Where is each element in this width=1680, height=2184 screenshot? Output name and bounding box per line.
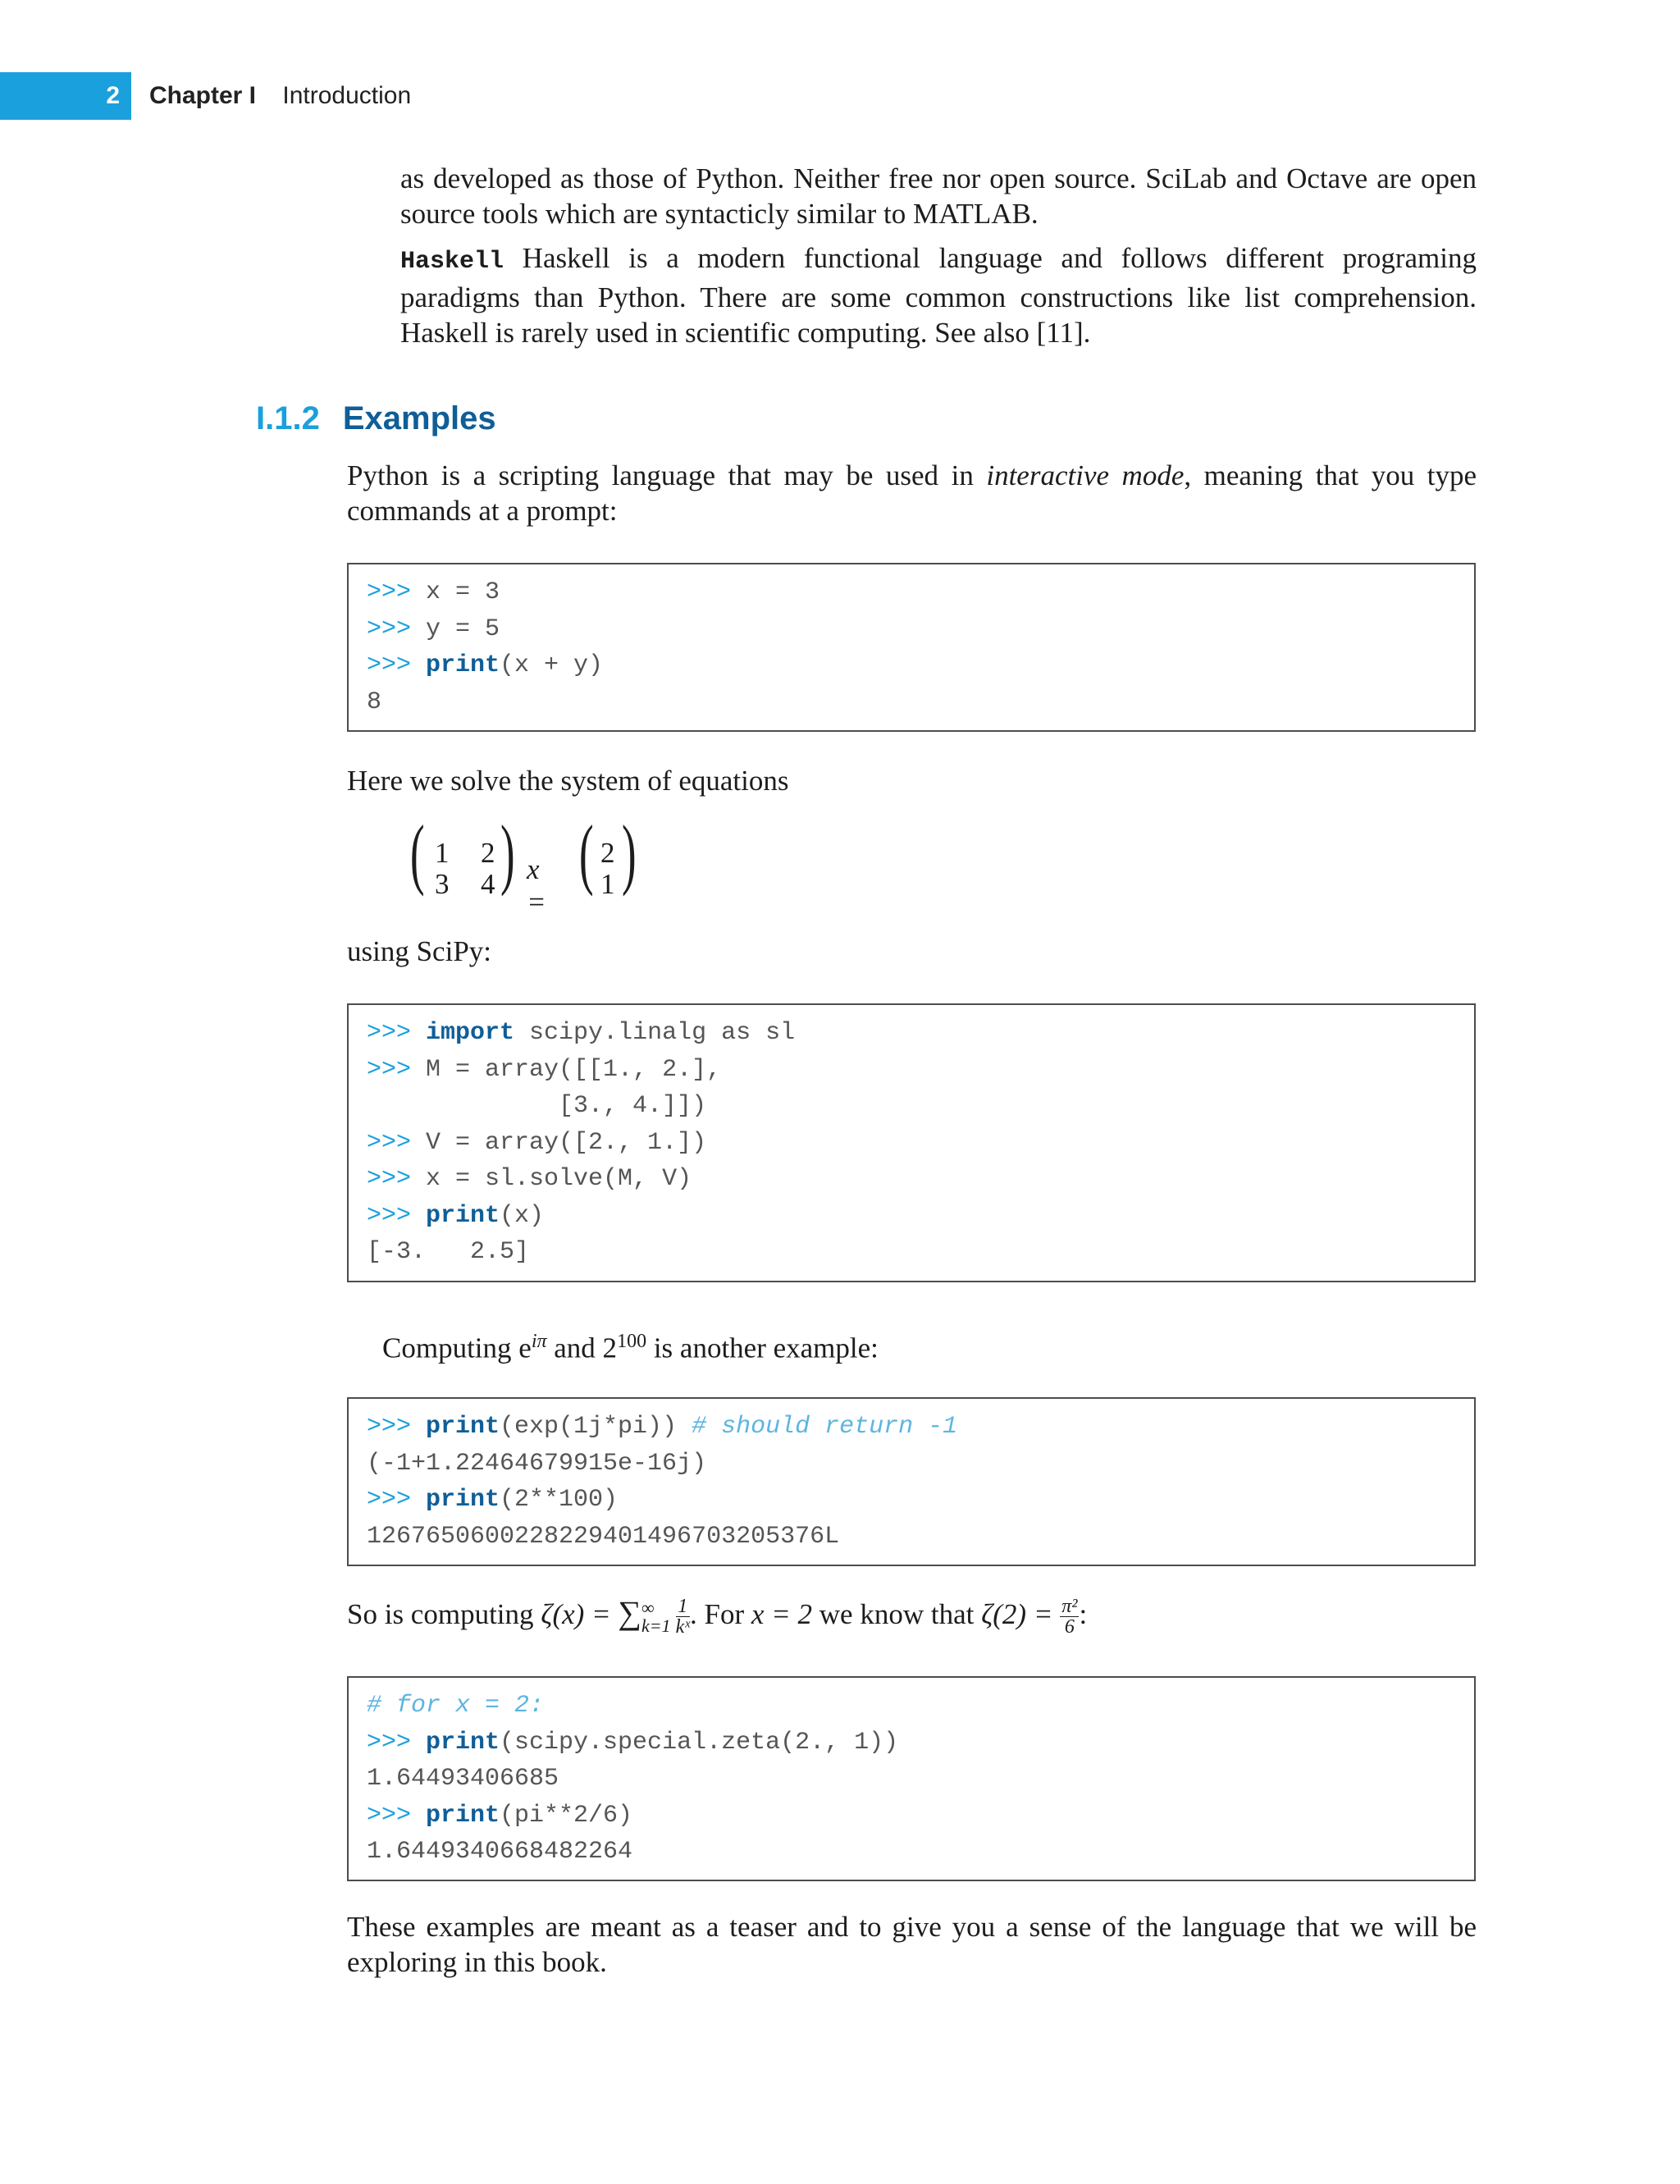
pi-denominator: 6 <box>1064 1616 1075 1638</box>
equation-variable: x = <box>527 853 546 918</box>
p1-emphasis: interactive mode <box>986 459 1185 491</box>
code-keyword: print <box>426 1201 500 1230</box>
code-comment: # should return -1 <box>692 1413 958 1441</box>
code-prompt: >>> <box>367 1486 427 1514</box>
p1-text-b: , meaning that you type commands at a prompt: <box>347 459 1477 527</box>
code-prompt: >>> <box>367 1201 427 1230</box>
haskell-term: Haskell <box>400 248 504 276</box>
code-keyword: import <box>426 1019 515 1047</box>
code-line <box>367 1834 1474 1871</box>
code-output: [3., 4.]]) <box>367 1092 707 1120</box>
vector-right-paren: ) <box>622 809 637 897</box>
code-output: [-3. 2.5] <box>367 1238 530 1266</box>
code-keyword: print <box>426 1413 500 1441</box>
haskell-paragraph <box>400 240 1477 350</box>
code-line <box>367 1161 1474 1198</box>
sum-limits <box>641 1599 671 1635</box>
zeta-fraction <box>676 1597 690 1637</box>
vector-cell: 2 <box>600 837 615 869</box>
code-text: (exp(1j*pi)) <box>500 1413 692 1441</box>
code-output: 1.64493406685 <box>367 1765 559 1793</box>
matrix-cell: 2 <box>481 837 495 869</box>
exp-paragraph <box>382 1324 1473 1366</box>
code-block-linalg <box>347 1003 1476 1282</box>
code-text: (scipy.special.zeta(2., 1)) <box>500 1728 899 1757</box>
code-text: V = array([2., 1.]) <box>426 1128 707 1157</box>
code-line <box>367 1125 1474 1162</box>
code-text: x = 3 <box>426 578 500 606</box>
running-header <box>149 72 411 120</box>
p4-exponent-100: 100 <box>617 1331 647 1352</box>
code-keyword: print <box>426 1728 500 1757</box>
code-text: x = sl.solve(M, V) <box>426 1165 692 1193</box>
interactive-mode-paragraph <box>347 458 1477 528</box>
pi-numerator: π² <box>1061 1596 1078 1618</box>
header-separator <box>264 82 271 109</box>
haskell-text: Haskell is a modern functional language and follows different programing paradigms than Python. There are some common constructions like list comprehension. Haskell is rarely used in scientific computing. See also [11]. <box>400 242 1477 349</box>
code-line <box>367 1198 1474 1235</box>
code-output: 1267650600228229401496703205376L <box>367 1522 840 1551</box>
code-text: (x) <box>500 1201 545 1230</box>
code-line <box>367 611 1474 648</box>
matlab-paragraph: as developed as those of Python. Neither free nor open source. SciLab and Octave are open source tools which are syntacticly similar to MATLAB. <box>400 162 1477 230</box>
vector-left-paren: ( <box>579 809 594 897</box>
code-text: (2**100) <box>500 1486 619 1514</box>
code-line <box>367 1519 1474 1556</box>
zeta-paragraph <box>347 1595 1477 1637</box>
sum-symbol: ∑ <box>618 1594 641 1631</box>
fraction-numerator: 1 <box>676 1597 690 1617</box>
scipy-paragraph: using SciPy: <box>347 935 492 967</box>
chapter-title: Introduction <box>282 82 412 109</box>
code-prompt: >>> <box>367 1413 427 1441</box>
matrix-left-paren: ( <box>410 809 425 897</box>
code-line <box>367 1482 1474 1519</box>
code-prompt: >>> <box>367 1055 427 1084</box>
code-line <box>367 1761 1474 1798</box>
code-line <box>367 1409 1474 1446</box>
chapter-label: Chapter I <box>149 82 257 109</box>
vector-cell: 1 <box>600 868 615 900</box>
code-line <box>367 1015 1474 1052</box>
code-prompt: >>> <box>367 1165 427 1193</box>
zeta-definition: ζ(x) = <box>541 1598 619 1630</box>
sum-lower: k=1 <box>641 1615 671 1636</box>
code-text: M = array([[1., 2.], <box>426 1055 722 1084</box>
code-text: (x + y) <box>500 651 604 679</box>
code-line <box>367 647 1474 684</box>
p4-exponent-ipi: iπ <box>531 1331 547 1352</box>
code-line <box>367 684 1474 721</box>
code-line <box>367 1234 1474 1271</box>
closing-paragraph: These examples are meant as a teaser and to give you a sense of the language that we will be exploring in this book. <box>347 1911 1477 1978</box>
code-line <box>367 1688 1474 1725</box>
p1-text-a: Python is a scripting language that may be used in <box>347 459 987 491</box>
p4-text-c: is another example: <box>646 1332 879 1364</box>
code-prompt: >>> <box>367 578 427 606</box>
code-line <box>367 1725 1474 1761</box>
matrix-cell: 1 <box>435 837 450 869</box>
fraction-denominator: kˣ <box>675 1616 690 1638</box>
matrix-right-paren: ) <box>500 809 515 897</box>
code-line <box>367 1088 1474 1125</box>
code-keyword: print <box>426 1486 500 1514</box>
section-heading <box>256 400 496 437</box>
p4-text-a: Computing e <box>382 1332 532 1364</box>
p4-text-b: and 2 <box>546 1332 618 1364</box>
code-output: 8 <box>367 688 382 716</box>
code-line <box>367 1052 1474 1089</box>
p5-text-c: we know that <box>812 1598 982 1630</box>
code-output: (-1+1.22464679915e-16j) <box>367 1449 707 1478</box>
code-output: 1.6449340668482264 <box>367 1838 633 1866</box>
system-paragraph: Here we solve the system of equations <box>347 765 789 797</box>
p5-text-b: . For <box>690 1598 751 1630</box>
matrix-cell: 3 <box>435 868 450 900</box>
code-text: scipy.linalg as sl <box>514 1019 796 1047</box>
code-line <box>367 1798 1474 1834</box>
code-prompt: >>> <box>367 1801 427 1830</box>
code-block-exp <box>347 1397 1476 1566</box>
section-title: Examples <box>342 400 496 436</box>
code-keyword: print <box>426 1801 500 1830</box>
code-block-zeta <box>347 1676 1476 1881</box>
page-number: 2 <box>0 72 131 120</box>
code-line <box>367 574 1474 611</box>
code-prompt: >>> <box>367 1019 427 1047</box>
p5-text-d: : <box>1079 1598 1088 1630</box>
section-number: I.1.2 <box>256 400 320 436</box>
zeta-two: ζ(2) = <box>981 1598 1061 1630</box>
p5-text-a: So is computing <box>347 1598 541 1630</box>
sum-upper: ∞ <box>641 1597 655 1618</box>
code-block-prompt <box>347 563 1476 732</box>
code-prompt: >>> <box>367 615 427 643</box>
matrix-cell: 4 <box>481 868 495 900</box>
code-prompt: >>> <box>367 651 427 679</box>
code-text: (pi**2/6) <box>500 1801 633 1830</box>
pi-fraction <box>1060 1597 1079 1637</box>
code-prompt: >>> <box>367 1728 427 1757</box>
code-comment: # for x = 2: <box>367 1692 545 1720</box>
x-equals-two: x = 2 <box>751 1598 813 1630</box>
code-text: y = 5 <box>426 615 500 643</box>
code-keyword: print <box>426 651 500 679</box>
code-prompt: >>> <box>367 1128 427 1157</box>
code-line <box>367 1446 1474 1483</box>
